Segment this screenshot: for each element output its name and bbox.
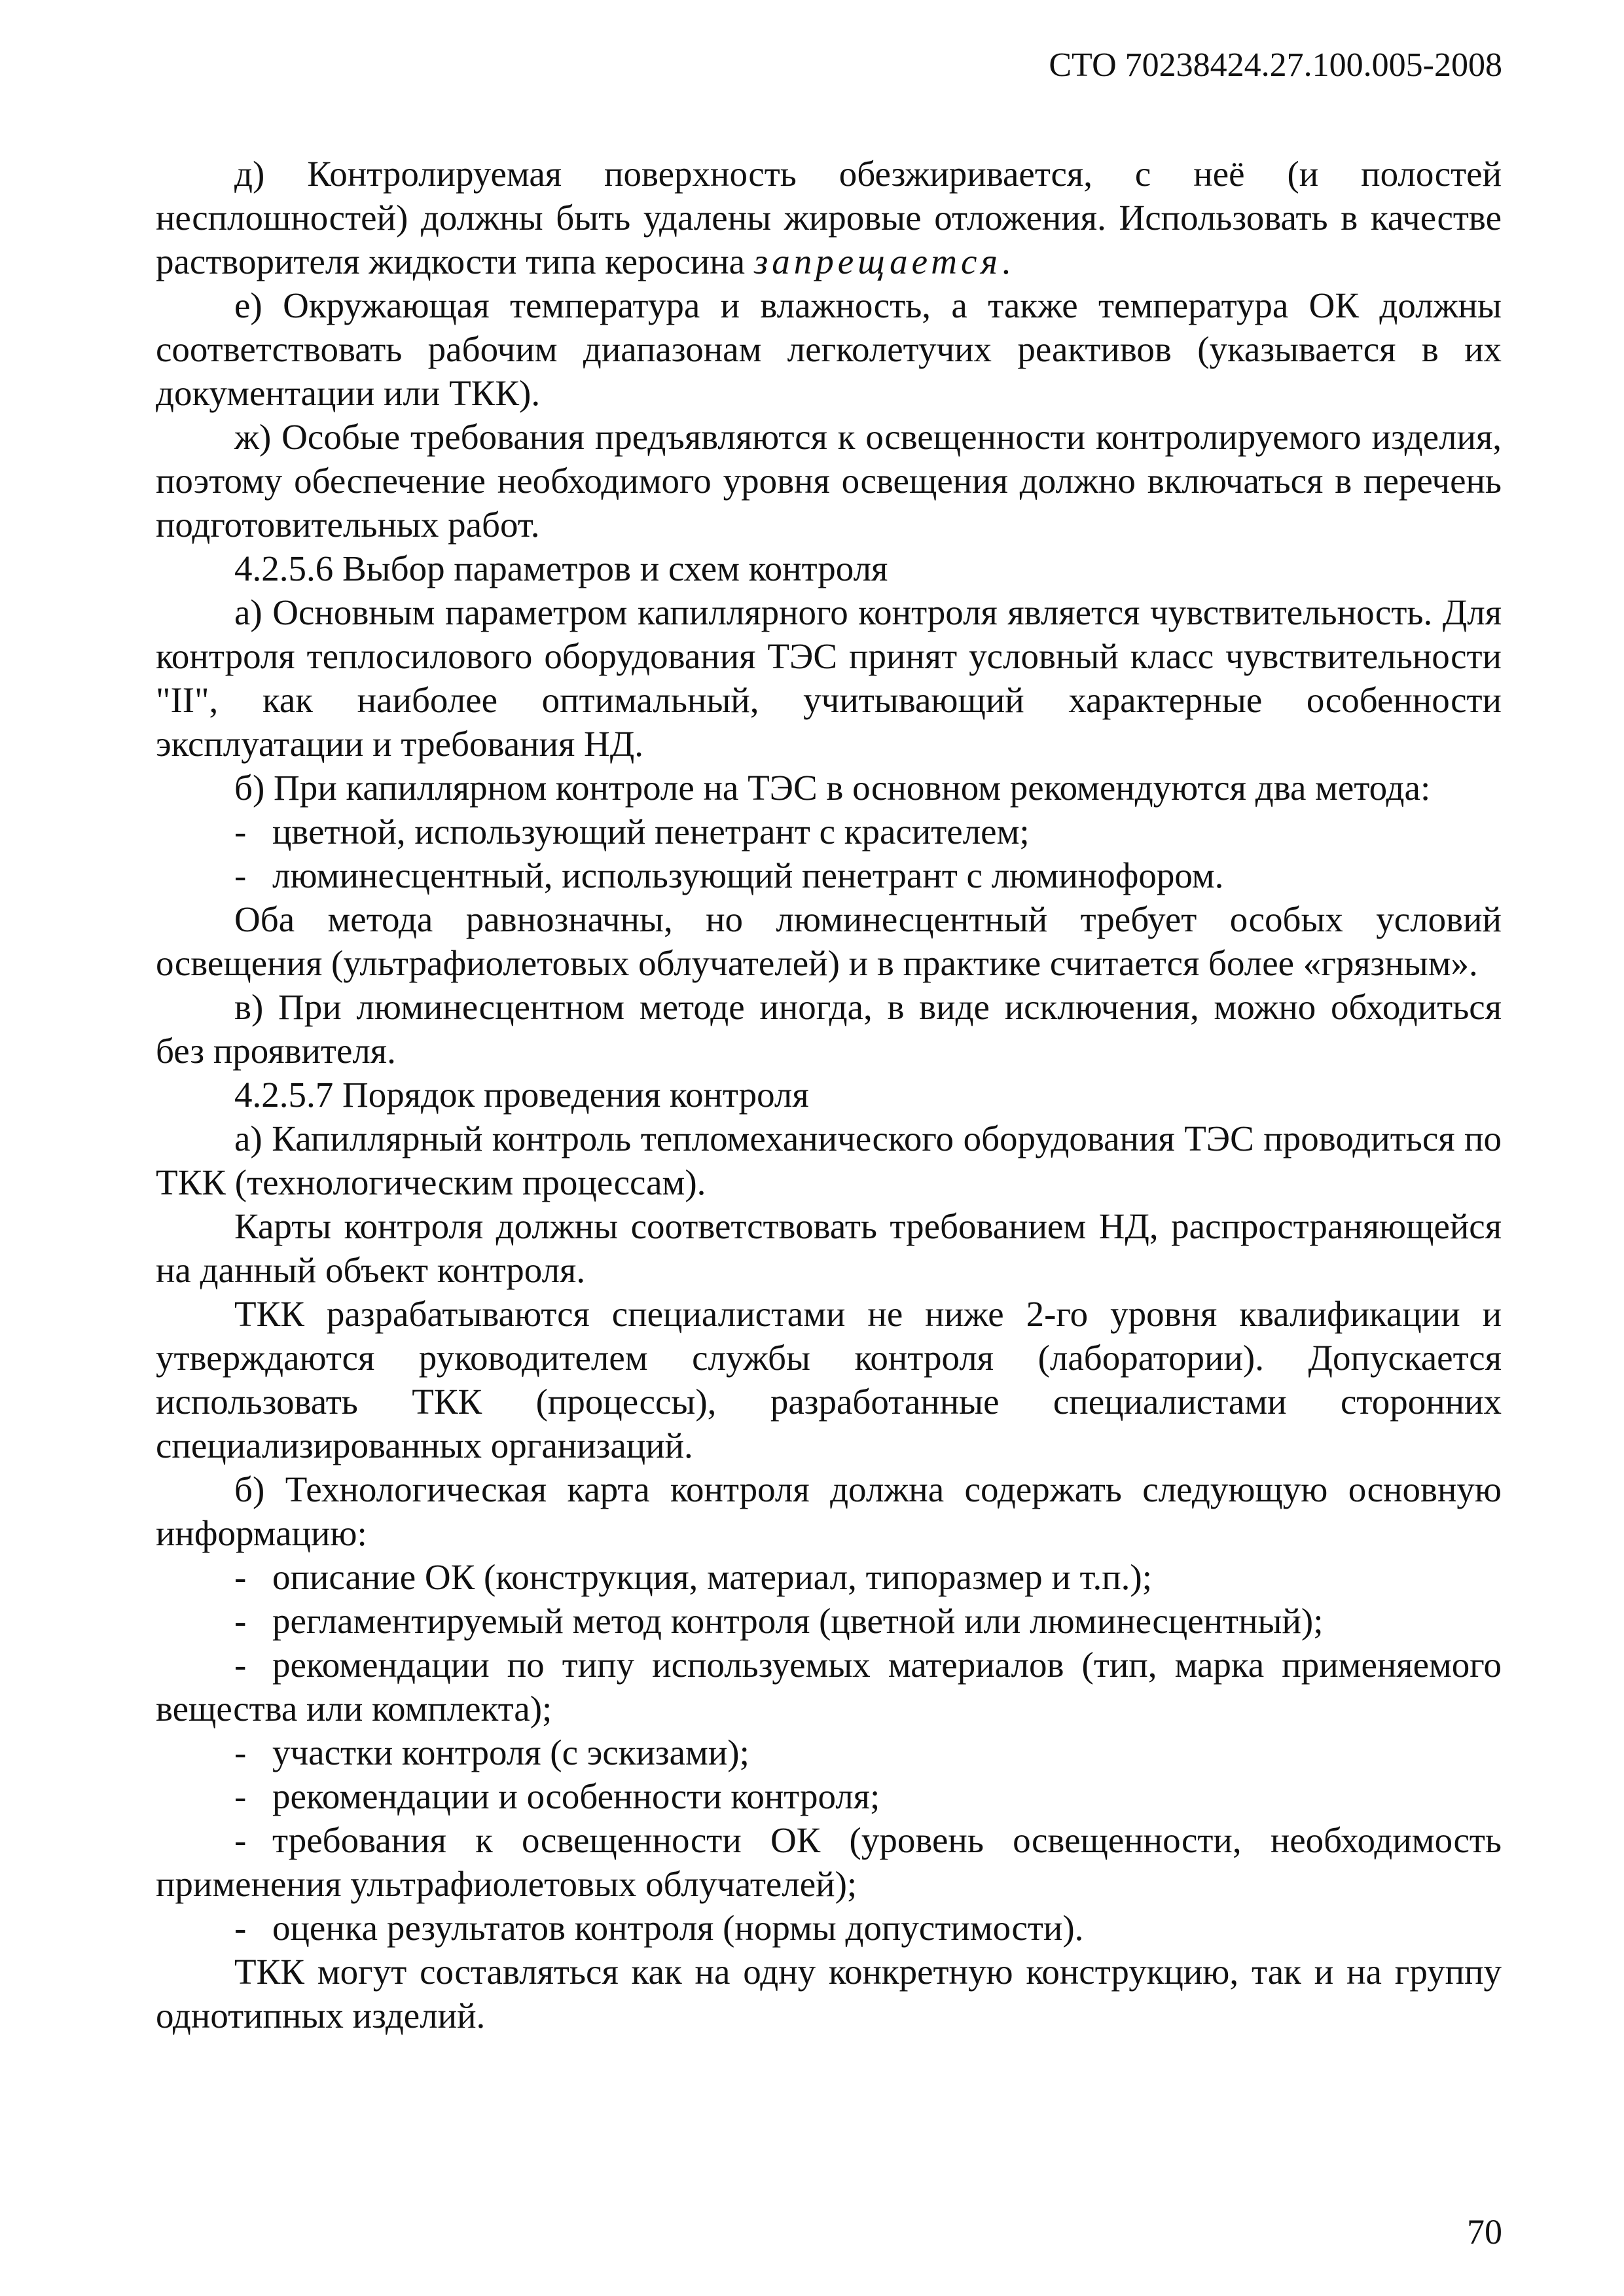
list-item [156, 810, 1502, 853]
list-marker: - [234, 1908, 247, 1948]
list-item-text: цветной, использующий пенетрант с красителем; [272, 812, 1030, 852]
paragraph-tkk-scope: ТКК могут составляться как на одну конкретную конструкцию, так и на группу однотипных изделий. [156, 1952, 1502, 2036]
document-code-header: СТО 70238424.27.100.005-2008 [1049, 46, 1502, 84]
list-item [156, 1818, 1502, 1906]
list-item [156, 1731, 1502, 1774]
document-body [156, 152, 1502, 2037]
section-heading-4-2-5-6: 4.2.5.6 Выбор параметров и схем контроля [234, 548, 888, 588]
list-marker: - [234, 1601, 247, 1641]
list-item-text: рекомендации и особенности контроля; [272, 1776, 880, 1816]
paragraph-d-text: д) Контролируемая поверхность обезжиривается, с неё (и полостей несплошностей) должны быть удалены жировые отложения. Использовать в качестве растворителя жидкости типа керосина [156, 154, 1502, 281]
paragraph-d [156, 152, 1502, 283]
list-marker: - [234, 1776, 247, 1816]
paragraph-e: е) Окружающая температура и влажность, а также температура ОК должны соответствовать рабочим диапазонам легколетучих реактивов (указывается в их документации или ТКК). [156, 285, 1502, 413]
paragraph-a-procedure: а) Капиллярный контроль тепломеханического оборудования ТЭС проводиться по ТКК (технологическим процессам). [156, 1119, 1502, 1202]
page-number: 70 [1467, 2212, 1502, 2251]
paragraph-b-methods: б) При капиллярном контроле на ТЭС в основном рекомендуются два метода: [234, 768, 1431, 808]
list-marker: - [234, 1820, 247, 1860]
list-item-text: люминесцентный, использующий пенетрант с люминофором. [272, 855, 1224, 895]
list-marker: - [234, 855, 247, 895]
paragraph-a-sensitivity: а) Основным параметром капиллярного контроля является чувствительность. Для контроля теплосилового оборудования ТЭС принят условный класс чувствительности "II", как наиболее оптимальный, учитывающий характерные особенности эксплуатации и требования НД. [156, 592, 1502, 764]
section-heading-4-2-5-7: 4.2.5.7 Порядок проведения контроля [234, 1075, 809, 1115]
paragraph-d-end: . [1001, 242, 1011, 281]
paragraph-v-developer: в) При люминесцентном методе иногда, в виде исключения, можно обходиться без проявителя. [156, 987, 1502, 1071]
paragraph-zh: ж) Особые требования предъявляются к освещенности контролируемого изделия, поэтому обеспечение необходимого уровня освещения должно включаться в перечень подготовительных работ. [156, 417, 1502, 545]
list-marker: - [234, 1557, 247, 1597]
paragraph-d-emphasis: запрещается [753, 242, 1001, 281]
list-item-text: требования к освещенности ОК (уровень освещенности, необходимость применения ультрафиолетовых облучателей); [156, 1820, 1502, 1904]
paragraph-b-tech-card: б) Технологическая карта контроля должна содержать следующую основную информацию: [156, 1469, 1502, 1553]
list-item [156, 1555, 1502, 1599]
list-marker: - [234, 812, 247, 852]
list-item-text: описание ОК (конструкция, материал, типоразмер и т.п.); [272, 1557, 1152, 1597]
list-item-text: оценка результатов контроля (нормы допустимости). [272, 1908, 1084, 1948]
list-item [156, 1906, 1502, 1950]
paragraph-tkk-development: ТКК разрабатываются специалистами не ниже 2-го уровня квалификации и утверждаются руководителем службы контроля (лаборатории). Допускается использовать ТКК (процессы), разработанные специалистами сторонних специализированных организаций. [156, 1294, 1502, 1465]
list-item-text: регламентируемый метод контроля (цветной или люминесцентный); [272, 1601, 1324, 1641]
list-item [156, 1774, 1502, 1818]
list-item-text: рекомендации по типу используемых материалов (тип, марка применяемого вещества или комплекта); [156, 1645, 1502, 1729]
list-marker: - [234, 1732, 247, 1772]
list-marker: - [234, 1645, 247, 1685]
list-item [156, 1643, 1502, 1731]
list-item [156, 1599, 1502, 1643]
list-item-text: участки контроля (с эскизами); [272, 1732, 749, 1772]
paragraph-methods-comparison: Оба метода равнозначны, но люминесцентный требует особых условий освещения (ультрафиолетовых облучателей) и в практике считается более «грязным». [156, 899, 1502, 983]
paragraph-control-cards: Карты контроля должны соответствовать требованием НД, распространяющейся на данный объект контроля. [156, 1206, 1502, 1290]
list-item [156, 853, 1502, 897]
